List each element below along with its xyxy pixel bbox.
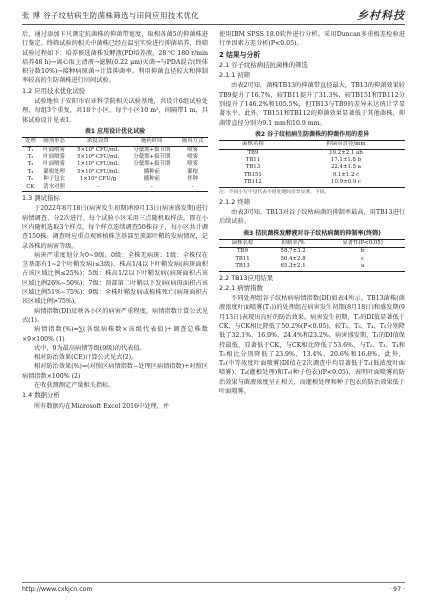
table-row (219, 179, 405, 187)
footer-url: http://www.cxkjcn.com (22, 586, 93, 593)
table-cell: TB13 (219, 263, 266, 271)
table-cell: 拌种 (187, 176, 198, 183)
table-row (22, 161, 208, 168)
page-header (22, 6, 405, 26)
table-cell: TB11 (245, 157, 261, 164)
journal-logo: 乡村科技 (357, 9, 405, 22)
table-caption: 表3 拮抗菌株发酵液对谷子纹枯病菌的抑制率(终筛) (243, 229, 381, 237)
table-row (22, 184, 208, 192)
table-cell: c (361, 255, 365, 262)
table-header-cell: 施药时间 (126, 138, 177, 146)
paragraph: 不同处理组谷子纹枯病病情指数(DI)如表4所示。TB13菌株(菌液浓度叶面喷雾(T₁))的处理组在病害发生初期(8月18日)和盛发期(9月13日)表现出良好的防治效果。病害发生初期，T₁的DI值显著低于CK，与CK相比降低了50.2%(P<0.05)，较T₂、T₃、T₄、T₅分别降低了32.1%、16.9%、24.4%和23.2%。病害盛发期，T₁的DI值保持最低，显著低于CK，与CK相比降低了53.6%，与T₂、T₃、T₄和T₅相比分别降低了23.9%、13.4%、20.6%和16.8%。此外，T₅(中等浓度叶面喷雾)DI值在2次调查中均显著低于T₂(低浓度叶面喷雾)、T₄(灌根处理)和T₅(种子包衣)(P<0.05)，表明叶面喷雾的防治效果与菌液浓度呈正相关，而灌根处理和种子包衣的防治效果低于叶面喷雾。 (219, 295, 405, 396)
table-cell: T₁ (27, 146, 34, 153)
table-cell: 清水对照 (39, 184, 70, 192)
table-cell: 10.9±0.9 c (287, 179, 405, 187)
section-heading: 2.2 TB13应用结果 (219, 273, 274, 282)
equation: 相对防治效果(%)=(对照区病情指数−处理区病情指数)÷对照区病情指数×100% (2) (22, 363, 208, 380)
header-rule (22, 24, 405, 25)
table-header-cell: 显著性(P<0.05) (320, 239, 405, 247)
table-cell: 喷雾 (187, 161, 198, 168)
table-cell: T₃ (27, 161, 34, 168)
table-cell: 灌根 (187, 168, 198, 175)
footer-rule (22, 582, 405, 583)
table-cell: 17.1±1.8 b (330, 157, 362, 164)
paragraph: 由表3可知，TB13对谷子纹枯病菌的抑制率最高，用TB13进行后续试验。 (219, 209, 405, 226)
table-row (219, 164, 405, 171)
table-row (219, 172, 405, 179)
table-header-cell: 施用方式 (177, 138, 208, 146)
table-cell: T₅ (27, 176, 34, 183)
table-cell: TB112 (219, 179, 287, 187)
table-cell: - (126, 184, 177, 192)
table-caption: 表2 谷子纹枯病生防菌株的抑菌作用的差异 (254, 130, 370, 138)
paragraph: 使用IBM SPSS 18.0软件进行分析。采用Duncan多重极差检验进行单因素方差分析(P<0.05)。 (219, 31, 405, 48)
paragraph: 试验地位于安阳市农业科学院相关试验基地，共设计6组试验处理，每组3个重复，共18个小区，每个小区10 m²，间隔带1 m，具体试验设计见表1。 (22, 98, 208, 124)
table-cell: TB9 (247, 149, 259, 156)
table-cell: 叶面喷雾 (43, 146, 65, 153)
table-row (219, 149, 405, 157)
table-header-cell: 制剂形态 (39, 138, 70, 146)
table-cell: 5×10⁸ CFU/mL (77, 154, 119, 161)
paragraph: 病害严重度划分为0~9级。0级：全株无病斑；1级：全株仅在茎基部有1~2个叶鞘发病(≤3级)，株高1/4以下叶鞘发病(病斑面积占该区域比例≤25%)；5级：株高1/2以下叶鞘发病(病斑面积占该区域比例26%~50%)；7级：顶部第二叶鞘以下发病(病斑面积占该区域比例51%~75%)；9级：全株叶鞘发病或植株死亡(病斑面积占该区域比例>75%)。 (22, 251, 208, 306)
section-heading: 2 结果与分析 (219, 50, 261, 59)
section-heading: 2.1 谷子纹枯病拮抗菌株的筛选 (219, 60, 308, 69)
table-cell: 播种前 (143, 168, 160, 175)
paragraph: 所有数据均在Microsoft Excel 2016中处理，并 (34, 402, 169, 410)
paragraph: 由表2可知，菌株TB13的抑菌带直径最大，TB13的抑菌效果较TB9提升了16.7%，较TB11提升了31.3%，较TB151和TB112分别提升了146.2%和105.5%，但TB13与TB9的差异未达统计学显著水平。此外，TB151和TB112的抑菌效果显著低于其他菌株，抑菌带直径分别为9.1 mm和10.9 mm。 (219, 82, 405, 127)
right-column (219, 30, 405, 396)
table-cell: 分蘖期+拔节期 (133, 146, 171, 153)
table-cell: b (360, 248, 365, 255)
section-heading: 1.2 应用技术优化试验 (22, 86, 86, 95)
table-header-cell: 抑制率/% (266, 239, 320, 247)
table-cell: 灌根处理 (43, 168, 65, 175)
table-cell: 播种前 (143, 176, 160, 183)
section-heading: 2.2.1 病情指数 (219, 283, 263, 292)
table-cell: 22.4±1.5 a (330, 164, 361, 171)
table-row (22, 146, 208, 154)
table-header-cell: 菌株名称 (219, 141, 287, 149)
table-cell: T₄ (27, 168, 34, 175)
paragraph: 后，通过添加卡尺测定抗菌株的抑菌带宽度，取相各菌5的抑菌株进行鉴定。终筛试验的相关中菌株已经在温室实验进行抑菌培养，终筛试验过程如下：培养候选菌株发酵液(PD培养液，28 ℃ 180 r/min培养48 h)→离心取上清液→滤膜(0.22 μm)灭菌→与PDA混合(终体积分数10%)→接种病原菌→计算抑菌率。利用抑菌直径较大和抑制率较高的生防菌株进行田间试验。 (22, 31, 208, 85)
table-cell: a (320, 263, 405, 271)
table-header-cell: 菌株名称 (219, 239, 266, 247)
table-cell: 分蘖期+拔节期 (133, 161, 171, 168)
table-cell: 9.1±1.2 c (332, 171, 360, 178)
table-row (22, 176, 208, 183)
table-cell: CK (22, 184, 39, 192)
table-cell: - (69, 184, 126, 192)
paragraph: 在收获测测定产量相关指标。 (34, 382, 115, 390)
table-cell: 1×10⁹ CFU/mL (77, 161, 119, 168)
table-row (219, 248, 405, 256)
paragraph: 病情指数(DI)反映各小区的病害严重程度，病情指数计算公式见式(1)。 (22, 307, 208, 324)
table-cell: 5×10⁸ CFU/mL (77, 146, 119, 153)
table-header-cell: 抑菌带直径/mm (287, 141, 405, 149)
paragraph: 式中，9为最高病情等级(9级)的代表值。 (34, 344, 146, 352)
table-cell: 分蘖期+拔节期 (133, 154, 171, 161)
table-header-cell: 处理 (22, 138, 39, 146)
table-cell: 喷雾 (187, 146, 198, 153)
table-row (219, 157, 405, 164)
table-cell: 种子包衣 (43, 176, 65, 183)
running-title: 张 博 谷子纹枯病生防菌株筛选与田间应用技术优化 (22, 11, 199, 20)
table-design (22, 137, 208, 192)
table-cell: 5×10⁸ CFU/mL (77, 168, 119, 175)
table-cell: TB13 (245, 164, 261, 171)
page-number: · 97 · (389, 586, 405, 593)
table-cell: 1×10⁹ CFU/g (79, 176, 117, 183)
left-column (22, 30, 208, 411)
table-cell: TB11 (235, 255, 250, 262)
table-cell: 58.7±3.2 (280, 248, 306, 255)
table-cell: - (177, 184, 208, 192)
table-header-cell: 浓度设置 (69, 138, 126, 146)
table-inhibition-zone (219, 140, 405, 187)
table-note: 注：不同小写字母代表不同处理间差异显著，下同。 (219, 189, 330, 195)
table-cell: T₂ (27, 154, 34, 161)
table-cell: 65.3±2.1 (266, 263, 320, 271)
section-heading: 1.4 数据分析 (22, 391, 60, 400)
paragraph: 于2022年8月18日(病害发生初期)和9月13日(病害盛发期)进行病情调查，分2次进行。每个试验小区采用三点随机取样法，即在小区内随机选取3个样点，每个样点连续调查50株谷子，每小区共计调查150株。调查时应重点观察植株茎基部至顶部叶鞘的发病情况，记录各株的病害等级。 (22, 205, 208, 250)
table-cell: 50.4±2.8 (280, 255, 306, 262)
equation: 病情指数(%)=∑(各级病株数×该级代表值)÷调查总株数×9×100% (1) (22, 326, 208, 343)
table-inhibition-rate (219, 239, 405, 272)
table-cell: 喷雾 (187, 154, 198, 161)
table-row (219, 263, 405, 271)
table-cell: 叶面喷雾 (43, 154, 65, 161)
table-cell: TB9 (237, 248, 249, 255)
table-caption: 表1 应用设计优化试验 (84, 127, 146, 135)
section-heading: 2.1.2 终筛 (219, 197, 251, 206)
section-heading: 2.1.1 初筛 (219, 71, 251, 80)
section-heading: 1.3 测试指标 (22, 194, 60, 203)
table-cell: 19.2±2.1 ab (329, 149, 363, 156)
table-row (219, 256, 405, 263)
paragraph: 相对防治效果(CE)计算公式见式(2)。 (34, 354, 138, 362)
table-cell: TB151 (244, 171, 262, 178)
table-cell: 叶面喷雾 (43, 161, 65, 168)
